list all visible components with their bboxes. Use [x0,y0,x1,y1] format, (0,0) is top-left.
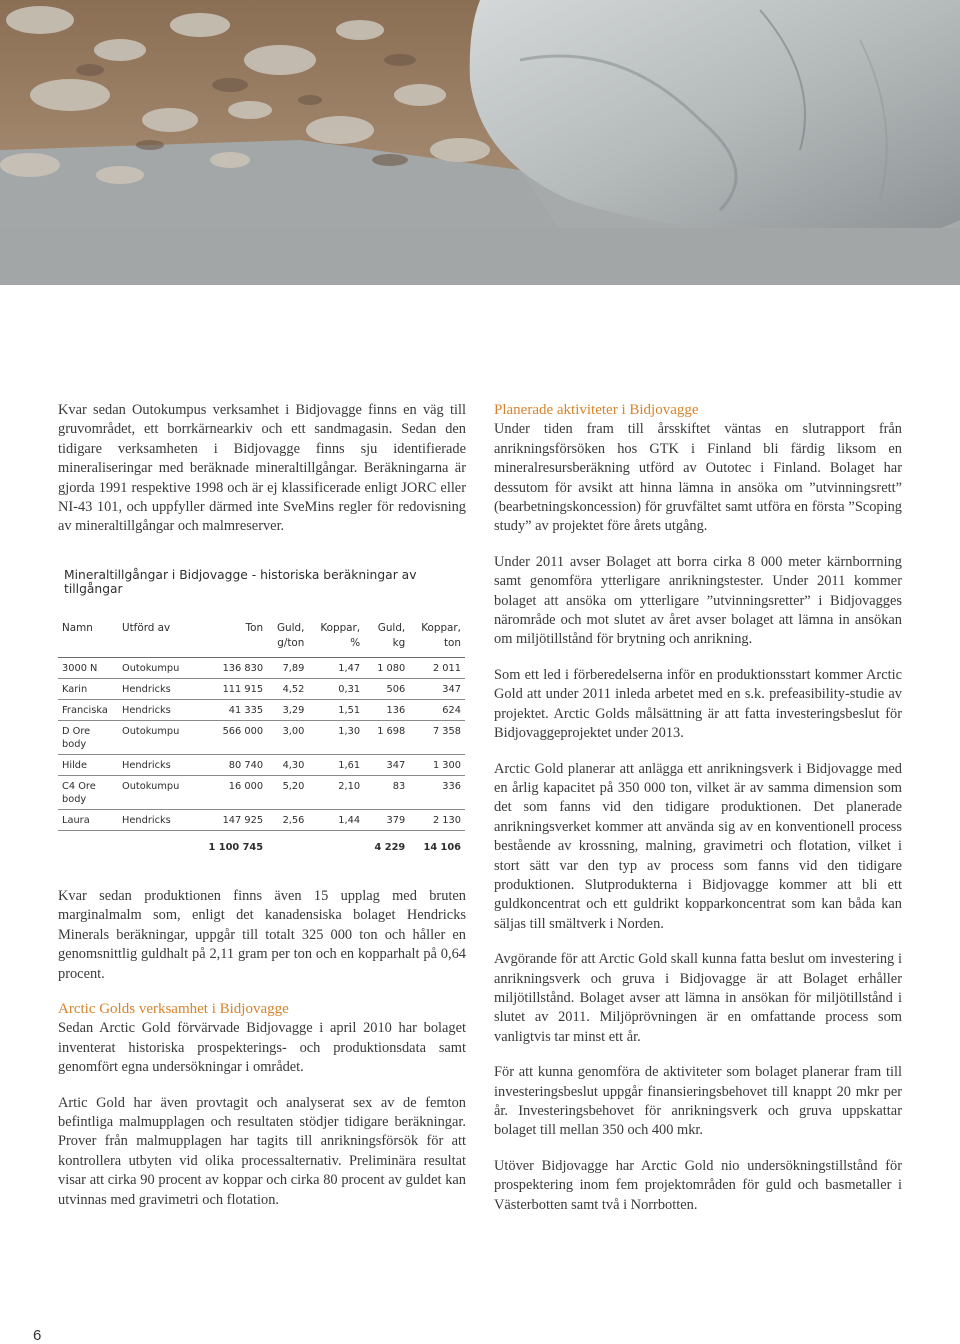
col-header-utford: Utförd av [122,622,171,634]
cell-namn: 3000 N [58,658,118,679]
mineral-resources-table [58,621,465,857]
cell-utford: Outokumpu [118,776,194,810]
cell-namn: Karin [58,679,118,700]
table-row [58,776,465,810]
table-body [58,658,465,831]
col-header-guld-gt: Guld, g/ton [276,622,305,649]
left-paragraph-arctic-gold: Sedan Arctic Gold förvärvade Bidjovagge i april 2010 har bolaget inventerat historiska prospekterings- och produktionsdata samt genomfört egna undersökningar i området. [58,1020,466,1076]
cell-koppar-ton: 624 [409,700,465,721]
cell-ton: 16 000 [194,776,267,810]
right-paragraph-3: Som ett led i förberedelserna inför en produktionsstart kommer Arctic Gold att under 2011 inleda arbetet med en s.k. prefeasibility-studie av projektet. Arctic Golds målsättning är att fatta investeringsbeslut för Bidjovaggeprojektet under 2013. [494,666,902,742]
cell-koppar-pct: 1,51 [308,700,364,721]
right-column [494,401,902,1231]
left-column-lower [58,887,466,1226]
cell-guld-gt: 4,30 [267,755,308,776]
cell-ton: 111 915 [194,679,267,700]
cell-koppar-pct: 2,10 [308,776,364,810]
col-header-koppar-pct: Koppar, % [320,622,361,649]
cell-ton: 80 740 [194,755,267,776]
cell-utford: Outokumpu [118,658,194,679]
col-header-namn: Namn [62,622,93,634]
table-header-row [58,621,465,658]
left-paragraph-upplag: Kvar sedan produktionen finns även 15 upplag med bruten marginalmalm som, enligt det kanadensiska bolaget Hendricks Minerals beräkningar, uppgår till totalt 325 000 ton och håller en genomsnittlig guldhalt på 2,11 gram per ton och en kopparhalt på 0,64 procent. [58,888,466,982]
cell-utford: Hendricks [118,679,194,700]
left-paragraph-provtagit: Artic Gold har även provtagit och analyserat sex av de femton befintliga malmupplagen och resultaten stödjer tidigare beräkningar. Prover från malmupplagen har tagits till anrikningsförsök för att kontrollera utbyten vid olika processalternativ. Preliminära resultat visar att cirka 90 procent av koppar och cirka 80 procent av guldet kan utvinnas med gravimetri och flotation. [58,1094,466,1208]
total-ton: 1 100 745 [194,831,267,858]
right-paragraph-1: Under tiden fram till årsskiftet väntas en slutrapport från anrikningsförsöken hos GTK i Finland bli färdig liksom en mineralresursberäkning utförd av Outotec i Finland. Bolaget har dessutom för avsikt att hinna lämna in ansöka om ”utvinningsrett” (bearbetningskoncession) för gruvfältet samt utföra en första ”Scoping study” av projektet före årets utgång. [494,421,902,535]
cell-guld-kg: 1 698 [364,721,409,755]
table-row [58,700,465,721]
cell-guld-gt: 4,52 [267,679,308,700]
cell-guld-gt: 2,56 [267,810,308,831]
table-row [58,679,465,700]
cell-namn: Hilde [58,755,118,776]
right-paragraph-5: Avgörande för att Arctic Gold skall kunna fatta beslut om investering i anrikningsverk och gruva i Bidjovagge är att Bolaget erhåller miljötillstånd. Bolaget avser att lämna in ansökan för miljötillstånd i slutet av 2011. Miljöprövningen är en omfattande process som vanligtvis tar minst ett år. [494,951,902,1045]
cell-utford: Hendricks [118,810,194,831]
table-row [58,755,465,776]
cell-guld-gt: 3,00 [267,721,308,755]
total-koppar-ton: 14 106 [409,831,465,858]
cell-guld-kg: 506 [364,679,409,700]
table-row [58,658,465,679]
col-header-guld-kg: Guld, kg [377,622,406,649]
left-intro-paragraph: Kvar sedan Outokumpus verksamhet i Bidjovagge finns en väg till gruvområdet, ett borrkärnearkiv och ett sandmagasin. Sedan den tidigare verksamheten i Bidjovagge finns sju identifierade mineraliseringar med beräknade mineraltillgångar. Beräkningarna är gjorda 1991 respektive 1998 och är ej klassificerade enligt JORC eller NI-43 101, och uppfyller därmed inte SveMins regler för redovisning av mineraltillgångar och malmreserver. [58,402,466,535]
cell-utford: Outokumpu [118,721,194,755]
cell-koppar-pct: 0,31 [308,679,364,700]
cell-koppar-pct: 1,44 [308,810,364,831]
col-header-koppar-ton: Koppar, ton [421,622,461,649]
right-paragraph-4: Arctic Gold planerar att anlägga ett anrikningsverk i Bidjovagge med en årlig kapacitet på 350 000 ton, vilket är av samma dimension som det som fanns vid den tidigare produktionen. Det planerade anrikningsverket kommer att använda sig av en konventionell process bestående av krossning, malning, gravimetri och flotation, vilket i stort sätt var den typ av process som fanns vid den tidigare produktionen. Slutprodukterna i Bidjovagge kommer att bli ett guldkoncentrat och ett guldrikt kopparkoncentrat som kan båda kan säljas till smältverk i Norden. [494,760,902,932]
cell-guld-gt: 7,89 [267,658,308,679]
cell-guld-kg: 83 [364,776,409,810]
table-title: Mineraltillgångar i Bidjovagge - historiska beräkningar av tillgångar [64,568,417,596]
table-row [58,721,465,755]
cell-namn: Laura [58,810,118,831]
cell-koppar-pct: 1,47 [308,658,364,679]
col-header-ton: Ton [245,622,264,634]
cell-ton: 566 000 [194,721,267,755]
cell-namn: C4 Ore body [58,776,118,810]
cell-guld-gt: 5,20 [267,776,308,810]
table-row [58,810,465,831]
table-totals-row [58,831,465,858]
cell-koppar-ton: 2 011 [409,658,465,679]
cell-koppar-ton: 1 300 [409,755,465,776]
cell-ton: 41 335 [194,700,267,721]
rock-photo-illustration [0,0,960,285]
cell-guld-kg: 347 [364,755,409,776]
cell-koppar-ton: 336 [409,776,465,810]
right-section-heading: Planerade aktiviteter i Bidjovagge [494,402,699,418]
left-column [58,401,466,553]
cell-koppar-pct: 1,61 [308,755,364,776]
cell-guld-kg: 136 [364,700,409,721]
cell-guld-kg: 1 080 [364,658,409,679]
cell-ton: 147 925 [194,810,267,831]
mineral-resources-table-block [58,568,468,857]
cell-guld-kg: 379 [364,810,409,831]
cell-koppar-ton: 2 130 [409,810,465,831]
cell-koppar-ton: 347 [409,679,465,700]
cell-koppar-pct: 1,30 [308,721,364,755]
cell-utford: Hendricks [118,755,194,776]
total-guld-kg: 4 229 [364,831,409,858]
cell-namn: D Ore body [58,721,118,755]
cell-namn: Franciska [58,700,118,721]
left-section-heading: Arctic Golds verksamhet i Bidjovagge [58,1001,289,1018]
cell-guld-gt: 3,29 [267,700,308,721]
right-paragraph-2: Under 2011 avser Bolaget att borra cirka 8 000 meter kärnborrning samt genomföra ytterligare anrikningstester. Under 2011 kommer bolaget att ansöka om ytterligare ”utvinningsretter” i Bidjovagges närområde och mot slutet av året avser bolaget att lämna in ansökan om miljötillstånd för brytning och anrikning. [494,553,902,648]
cell-utford: Hendricks [118,700,194,721]
cell-ton: 136 830 [194,658,267,679]
page-number: 6 [33,1327,42,1344]
header-photo-rocks [0,0,960,285]
right-paragraph-7: Utöver Bidjovagge har Arctic Gold nio undersökningstillstånd för prospektering inom fem projektområden för guld och basmetaller i Västerbotten samt två i Norrbotten. [494,1157,902,1213]
cell-koppar-ton: 7 358 [409,721,465,755]
right-paragraph-6: För att kunna genomföra de aktiviteter som bolaget planerar fram till investeringsbeslut uppgår finansieringsbehovet till knappt 20 mkr per år. Investeringsbehovet för anrikningsverk och gruva uppskattar bolaget till mellan 350 och 400 mkr. [494,1064,902,1139]
